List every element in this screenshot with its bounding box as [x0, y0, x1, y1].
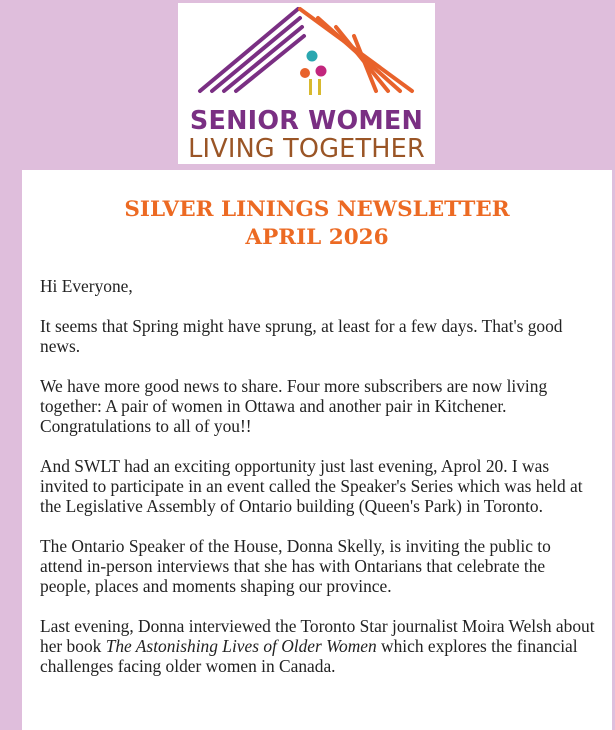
book-title: The Astonishing Lives of Older Women	[105, 636, 377, 656]
logo-text-senior-women: SENIOR WOMEN	[189, 106, 424, 136]
book-text-end: which explores the financial challenges facing older women in Canada.	[40, 636, 578, 676]
book-text-start: Last evening, Donna interviewed the Toronto Star journalist Moira Welsh about her book	[40, 616, 595, 656]
title-line-1: SILVER LININGS NEWSLETTER	[124, 197, 510, 222]
paragraph-speakers-series: And SWLT had an exciting opportunity just last evening, Aprol 20. I was invited to participate in an event called the Speaker's Series which was held at the Legislative Assembly of Ontario building (Queen's Park) in Toronto.	[40, 456, 583, 516]
newsletter-content	[22, 170, 612, 730]
paragraph-book-interview	[40, 616, 596, 676]
paragraph-speaker-of-house: The Ontario Speaker of the House, Donna Skelly, is inviting the public to attend in-person interviews that she has with Ontarians that celebrate the people, places and moments shaping our province.	[40, 536, 551, 596]
title-line-2: APRIL 2026	[245, 225, 389, 250]
swlt-logo	[178, 3, 435, 164]
newsletter-title	[22, 196, 612, 252]
newsletter-body	[40, 276, 596, 676]
paragraph-spring: It seems that Spring might have sprung, at least for a few days. That's good news.	[40, 316, 563, 356]
three-figures-icon	[300, 51, 327, 96]
logo-text-living-together: LIVING TOGETHER	[188, 134, 425, 164]
greeting: Hi Everyone,	[40, 276, 133, 296]
paragraph-good-news: We have more good news to share. Four more subscribers are now living together: A pair of women in Ottawa and another pair in Kitchener. Congratulations to all of you!!	[40, 376, 548, 436]
house-roof-icon	[178, 3, 435, 107]
